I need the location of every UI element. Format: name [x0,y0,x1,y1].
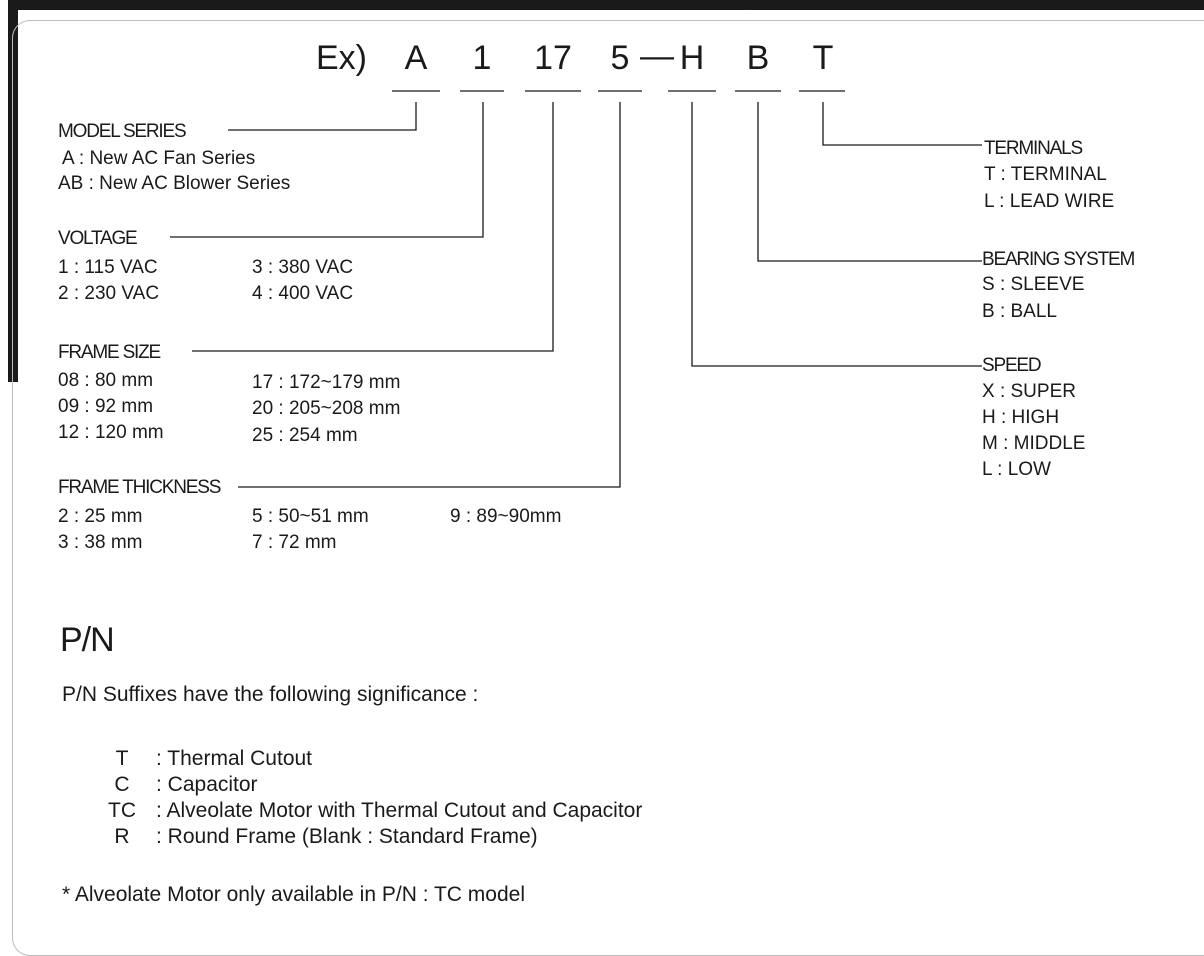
speed-option: L : LOW [982,459,1051,480]
frame-thickness-title: FRAME THICKNESS [58,477,221,498]
frame-size-option: 17 : 172~179 mm [252,372,401,393]
footnote: * Alveolate Motor only available in P/N : TC model [62,883,526,906]
suffix-code: C [114,773,130,796]
speed-option: H : HIGH [982,407,1060,428]
bearing-option: B : BALL [982,301,1057,322]
leader-terminals [823,102,982,145]
model-series-line: AB : New AC Blower Series [58,173,291,194]
bearing-option: S : SLEEVE [982,274,1085,295]
voltage-option: 3 : 380 VAC [252,257,354,278]
terminals-title: TERMINALS [984,138,1082,159]
model-series-title: MODEL SERIES [58,121,186,142]
frame-thickness-option: 7 : 72 mm [252,532,337,553]
suffix-code: R [114,825,130,848]
suffix-desc: : Alveolate Motor with Thermal Cutout and Capacitor [156,799,643,822]
bearing-system-title: BEARING SYSTEM [982,249,1135,270]
leader-bearing [758,102,982,261]
frame-size-title: FRAME SIZE [58,342,161,363]
frame-thickness-option: 3 : 38 mm [58,532,143,553]
leader-frame-size [192,102,553,351]
terminals-option: T : TERMINAL [984,164,1107,185]
suffix-desc: : Round Frame (Blank : Standard Frame) [156,825,538,848]
suffix-code: TC [108,799,136,822]
suffix-desc: : Thermal Cutout [156,747,313,770]
voltage-option: 2 : 230 VAC [58,283,160,304]
frame-thickness-option: 2 : 25 mm [58,506,143,527]
voltage-title: VOLTAGE [58,228,137,249]
suffix-code: T [115,747,129,770]
frame-size-option: 20 : 205~208 mm [252,398,401,419]
code-part-speed: H [679,39,705,77]
suffix-desc: : Capacitor [156,773,258,796]
example-prefix: Ex) [316,39,367,77]
code-part-terminals: T [812,39,834,77]
frame-size-option: 08 : 80 mm [58,370,154,391]
voltage-option: 4 : 400 VAC [252,283,354,304]
frame-thickness-option: 9 : 89~90mm [450,506,562,527]
code-part-model: A [404,39,428,77]
speed-option: M : MIDDLE [982,433,1086,454]
code-part-bearing: B [746,39,770,77]
leader-model-series [228,102,416,130]
speed-title: SPEED [982,355,1041,376]
model-series-line: A : New AC Fan Series [62,148,256,169]
pn-title: P/N [60,621,114,659]
frame-size-option: 12 : 120 mm [58,422,164,443]
code-dash: — [640,37,674,75]
frame-size-option: 09 : 92 mm [58,396,154,417]
terminals-option: L : LEAD WIRE [984,191,1115,212]
pn-intro: P/N Suffixes have the following significance : [62,683,479,706]
frame-thickness-option: 5 : 50~51 mm [252,506,369,527]
voltage-option: 1 : 115 VAC [58,257,158,278]
leader-speed [692,102,982,366]
code-part-frame-size: 17 [534,39,572,77]
speed-option: X : SUPER [982,381,1076,402]
frame-size-option: 25 : 254 mm [252,425,358,446]
code-part-voltage: 1 [472,39,492,77]
code-part-thickness: 5 [610,39,630,77]
